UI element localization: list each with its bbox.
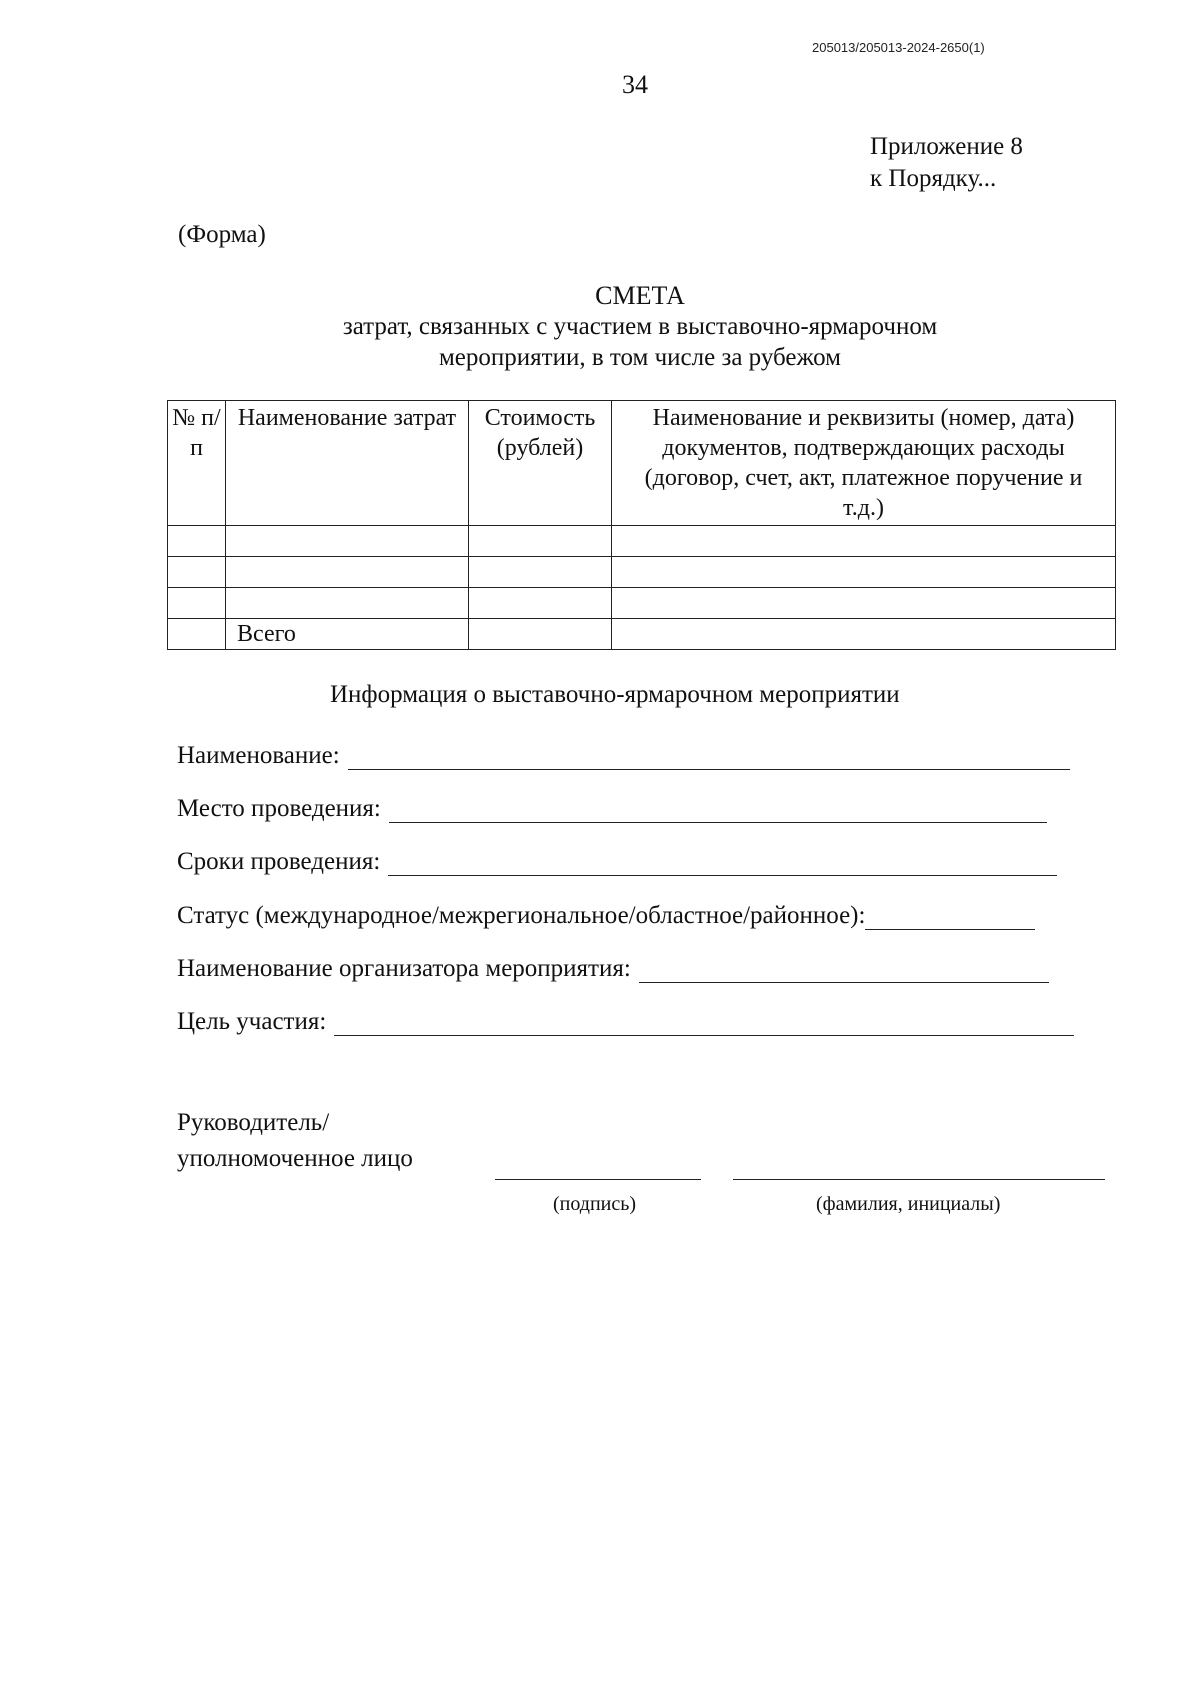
table-cell[interactable] bbox=[612, 526, 1116, 557]
field-label: Место проведения: bbox=[177, 795, 381, 822]
table-row bbox=[168, 588, 1116, 619]
column-header-number: № п/п bbox=[168, 401, 226, 526]
table-cell[interactable] bbox=[469, 588, 612, 619]
table-cell[interactable] bbox=[226, 526, 469, 557]
signature-line[interactable] bbox=[495, 1179, 701, 1180]
event-organizer-input-line[interactable] bbox=[639, 958, 1049, 983]
table-cell[interactable] bbox=[469, 557, 612, 588]
event-place-input-line[interactable] bbox=[389, 798, 1047, 823]
table-cell[interactable] bbox=[226, 588, 469, 619]
table-header-row bbox=[168, 401, 1116, 526]
title-line-2: затрат, связанных с участием в выставочно-ярмарочном bbox=[342, 313, 938, 340]
form-label: (Форма) bbox=[178, 221, 266, 248]
field-label: Наименование: bbox=[177, 742, 340, 769]
table-cell[interactable] bbox=[612, 588, 1116, 619]
name-initials-caption: (фамилия, инициалы) bbox=[816, 1193, 1001, 1215]
appendix-reference bbox=[870, 131, 1023, 195]
event-dates-input-line[interactable] bbox=[388, 851, 1057, 876]
title-line-3: мероприятии, в том числе за рубежом bbox=[438, 344, 841, 371]
event-name-input-line[interactable] bbox=[348, 745, 1070, 770]
appendix-line-2: к Порядку... bbox=[870, 165, 997, 192]
table-cell[interactable] bbox=[612, 619, 1116, 650]
field-label: Цель участия: bbox=[177, 1008, 327, 1035]
total-label: Всего bbox=[226, 619, 469, 650]
table-cell[interactable] bbox=[226, 557, 469, 588]
field-participation-goal bbox=[177, 1008, 1074, 1036]
estimate-table bbox=[167, 400, 1116, 650]
document-title bbox=[280, 280, 1000, 373]
table-total-row bbox=[168, 619, 1116, 650]
appendix-line-1: Приложение 8 bbox=[870, 133, 1023, 160]
signer-role-line-2: уполномоченное лицо bbox=[177, 1145, 413, 1172]
field-event-place bbox=[177, 795, 1047, 823]
table-cell[interactable] bbox=[168, 557, 226, 588]
table-row bbox=[168, 557, 1116, 588]
info-heading: Информация о выставочно-ярмарочном мероприятии bbox=[330, 681, 900, 708]
table-cell bbox=[168, 619, 226, 650]
field-event-dates bbox=[177, 848, 1057, 876]
column-header-cost: Стоимость (рублей) bbox=[469, 401, 612, 526]
title-main: СМЕТА bbox=[595, 281, 685, 310]
signer-role bbox=[177, 1105, 413, 1177]
name-initials-line[interactable] bbox=[733, 1179, 1105, 1180]
column-header-cost-name: Наименование затрат bbox=[226, 401, 469, 526]
signer-role-line-1: Руководитель/ bbox=[177, 1109, 330, 1136]
field-label: Наименование организатора мероприятия: bbox=[177, 955, 631, 982]
table-cell[interactable] bbox=[612, 557, 1116, 588]
page-number: 34 bbox=[622, 70, 648, 99]
total-cost-cell[interactable] bbox=[469, 619, 612, 650]
table-cell[interactable] bbox=[469, 526, 612, 557]
signature-caption: (подпись) bbox=[553, 1193, 637, 1215]
table-cell[interactable] bbox=[168, 588, 226, 619]
event-status-input-line[interactable] bbox=[865, 905, 1035, 930]
table-cell[interactable] bbox=[168, 526, 226, 557]
document-id: 205013/205013-2024-2650(1) bbox=[812, 40, 985, 55]
field-label: Сроки проведения: bbox=[177, 848, 381, 875]
field-event-name bbox=[177, 742, 1070, 770]
column-header-documents: Наименование и реквизиты (номер, дата) документов, подтверждающих расходы (договор, счет, акт, платежное поручение и т.д.) bbox=[612, 401, 1116, 526]
field-label: Статус (международное/межрегиональное/областное/районное): bbox=[177, 902, 866, 929]
participation-goal-input-line[interactable] bbox=[334, 1011, 1074, 1036]
field-event-status bbox=[177, 902, 1035, 930]
field-event-organizer bbox=[177, 955, 1049, 983]
table-row bbox=[168, 526, 1116, 557]
